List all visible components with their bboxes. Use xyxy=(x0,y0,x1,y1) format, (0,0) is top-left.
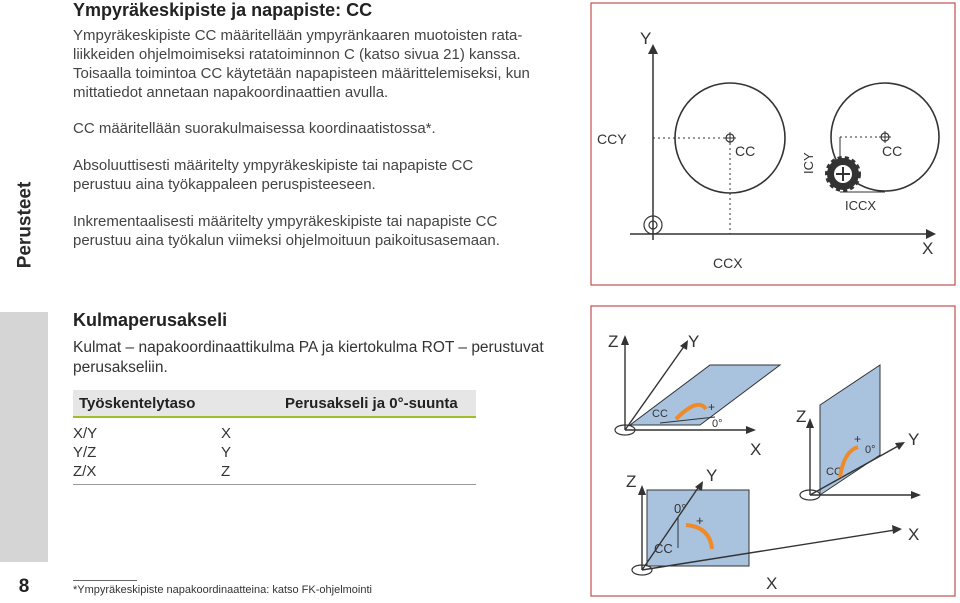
label-x: X xyxy=(750,440,762,459)
footnote-rule xyxy=(73,580,137,581)
text-line: mittatiedot annetaan napakoordinaattien avulla. xyxy=(73,84,389,101)
label-y: Y xyxy=(640,29,652,48)
figure-circle-centre xyxy=(590,2,956,286)
label-plus: + xyxy=(854,432,862,446)
footnote: *Ympyräkeskipiste napakoordinaatteina: katso FK-ohjelmointi xyxy=(73,584,372,596)
label-cc-1: CC xyxy=(735,143,756,159)
figure-frame xyxy=(591,306,955,596)
label-z: Z xyxy=(608,332,619,351)
text-line: perusakseliin. xyxy=(73,359,168,376)
label-zero-degree: 0° xyxy=(865,444,876,456)
label-cc-2: CC xyxy=(882,143,903,159)
table-cell-plane: Y/Z xyxy=(73,444,97,461)
paragraph-cc-absolute xyxy=(73,156,573,194)
table-cell-axis: Y xyxy=(221,444,232,461)
label-cc: CC xyxy=(652,408,668,420)
text-line: Kulmat – napakoordinaattikulma PA ja kiertokulma ROT – perustuvat xyxy=(73,339,544,356)
label-y: Y xyxy=(688,332,700,351)
paragraph-angle-axis xyxy=(73,338,553,378)
section-heading-angle-axis: Kulmaperusakseli xyxy=(73,310,228,330)
table-row xyxy=(73,462,476,481)
text-line: liikkeiden ohjelmoimiseksi ratatoiminnon C (katso sivua 21) kanssa. xyxy=(73,46,521,63)
label-z: Z xyxy=(796,407,807,426)
label-cc: CC xyxy=(654,541,673,556)
label-cc: CC xyxy=(826,466,842,478)
table-bottom-rule xyxy=(73,484,476,485)
table-cell-plane: X/Y xyxy=(73,425,98,442)
label-plus: + xyxy=(696,513,704,528)
paragraph-cc-incremental xyxy=(73,212,573,250)
label-x: X xyxy=(922,239,934,258)
working-plane-table xyxy=(73,390,476,485)
section-heading-cc: Ympyräkeskipiste ja napapiste: CC xyxy=(73,0,373,20)
text-line: Inkrementaalisesti määritelty ympyräkeskipiste tai napapiste CC xyxy=(73,213,498,230)
side-tab xyxy=(0,0,50,603)
side-tab-label: Perusteet xyxy=(14,181,36,269)
label-ccy: CCY xyxy=(597,131,627,147)
table-row xyxy=(73,424,476,443)
label-z: Z xyxy=(626,472,637,491)
page-number: 8 xyxy=(18,576,30,597)
label-y: Y xyxy=(706,466,718,485)
side-tab-gray-block xyxy=(0,312,48,562)
table-header xyxy=(73,390,476,418)
table-row xyxy=(73,443,476,462)
paragraph-cc-coordinate-system: CC määritellään suorakulmaisessa koordinaatistossa*. xyxy=(73,120,436,137)
paragraph-cc-intro xyxy=(73,26,573,102)
text-line: perustuu aina työkappaleen peruspisteeseen. xyxy=(73,176,376,193)
label-ccx: CCX xyxy=(713,255,743,271)
text-line: Toisaalla toimintoa CC käytetään napapisteen määrittelemiseksi, kun xyxy=(73,65,530,82)
text-line: perustuu aina työkalun viimeksi ohjelmoituun paikoitusasemaan. xyxy=(73,232,500,249)
label-zero-degree: 0° xyxy=(674,501,687,516)
label-iccx: ICCX xyxy=(845,198,877,213)
label-plus: + xyxy=(708,400,716,414)
table-cell-axis: X xyxy=(221,425,232,442)
label-zero-degree: 0° xyxy=(712,418,723,430)
milling-tool-icon xyxy=(827,158,859,190)
label-icy: ICY xyxy=(801,152,816,174)
figure-angle-reference xyxy=(590,305,956,597)
table-header-axis: Perusakseli ja 0°-suunta xyxy=(285,395,458,412)
label-x: X xyxy=(908,525,920,544)
table-cell-axis: Z xyxy=(221,463,231,480)
text-line: Absoluuttisesti määritelty ympyräkeskipiste tai napapiste CC xyxy=(73,157,474,174)
label-x: X xyxy=(766,574,778,593)
table-header-plane: Työskentelytaso xyxy=(79,395,196,412)
table-cell-plane: Z/X xyxy=(73,463,97,480)
text-line: Ympyräkeskipiste CC määritellään ympyränkaaren muotoisten rata- xyxy=(73,27,523,44)
label-y: Y xyxy=(908,430,920,449)
